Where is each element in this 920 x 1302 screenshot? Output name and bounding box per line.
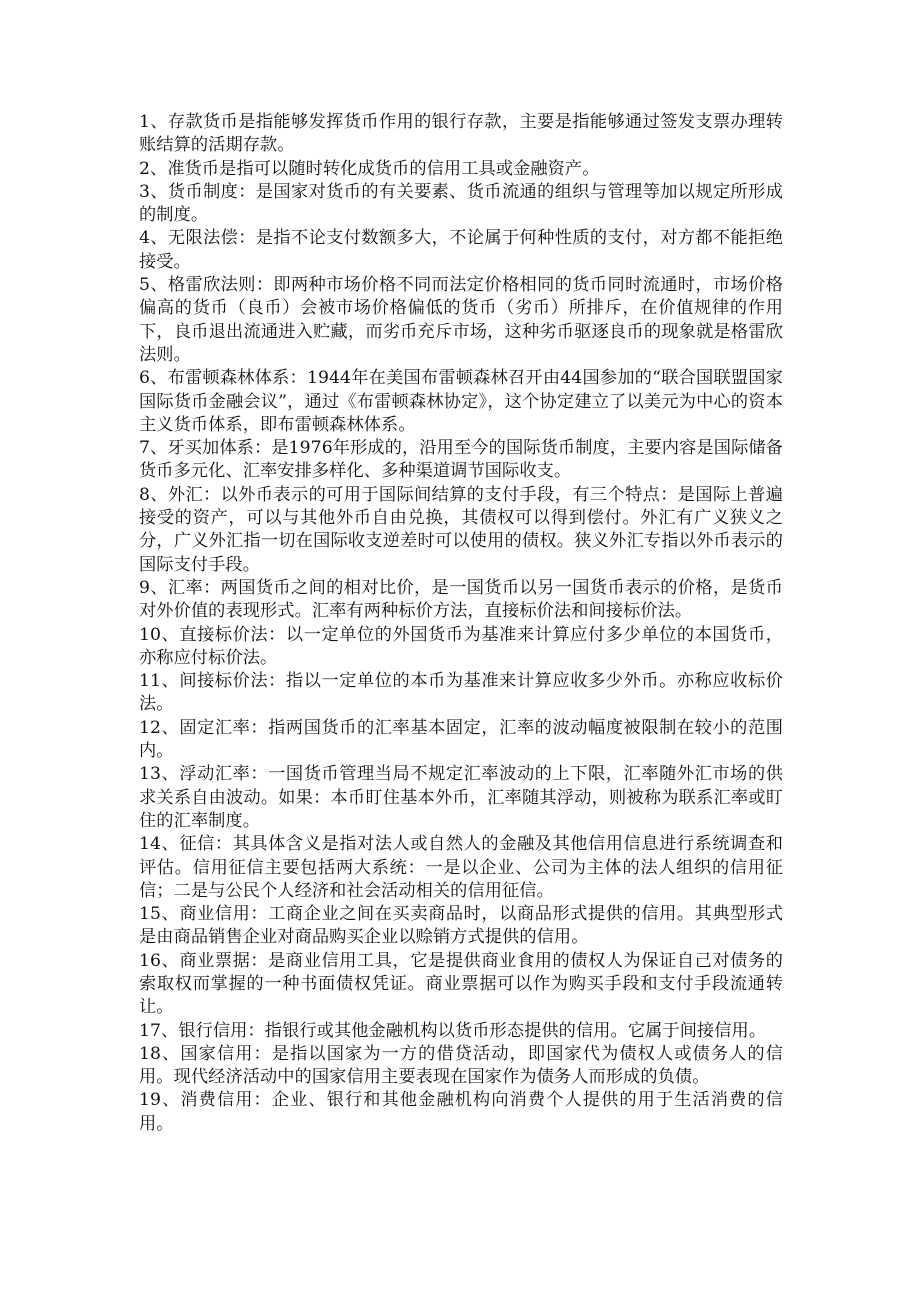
paragraph-5: 5、格雷欣法则：即两种市场价格不同而法定价格相同的货币同时流通时，市场价格偏高的货币（良币）会被市场价格偏低的货币（劣币）所排斥，在价值规律的作用下，良币退出流通进入贮藏，而劣币充斥市场，这种劣币驱逐良币的现象就是格雷欣法则。 [139, 275, 783, 365]
paragraph-1: 1、存款货币是指能够发挥货币作用的银行存款，主要是指能够通过签发支票办理转账结算的活期存款。 [139, 112, 783, 156]
paragraph-12: 12、固定汇率：指两国货币的汇率基本固定，汇率的波动幅度被限制在较小的范围内。 [139, 717, 783, 762]
paragraph-9: 9、汇率：两国货币之间的相对比价，是一国货币以另一国货币表示的价格，是货币对外价值的表现形式。汇率有两种标价方法，直接标价法和间接标价法。 [139, 577, 783, 622]
paragraph-13: 13、浮动汇率：一国货币管理当局不规定汇率波动的上下限，汇率随外汇市场的供求关系自由波动。如果：本币盯住基本外币，汇率随其浮动，则被称为联系汇率或盯住的汇率制度。 [139, 764, 783, 831]
paragraph-15: 15、商业信用：工商企业之间在买卖商品时，以商品形式提供的信用。其典型形式是由商品销售企业对商品购买企业以赊销方式提供的信用。 [139, 904, 783, 948]
paragraph-17: 17、银行信用：指银行或其他金融机构以货币形态提供的信用。它属于间接信用。 [139, 1020, 767, 1041]
paragraph-10: 10、直接标价法：以一定单位的外国货币为基准来计算应付多少单位的本国货币，亦称应付标价法。 [139, 624, 783, 668]
paragraph-19: 19、消费信用：企业、银行和其他金融机构向消费个人提供的用于生活消费的信用。 [139, 1090, 783, 1134]
paragraph-11: 11、间接标价法：指以一定单位的本币为基准来计算应收多少外币。亦称应收标价法。 [139, 671, 783, 715]
paragraph-16: 16、商业票据：是商业信用工具，它是提供商业食用的债权人为保证自己对债务的索取权而掌握的一种书面债权凭证。商业票据可以作为购买手段和支付手段流通转让。 [139, 950, 783, 1018]
paragraph-2: 2、准货币是指可以随时转化成货币的信用工具或金融资产。 [139, 158, 600, 179]
paragraph-8: 8、外汇：以外币表示的可用于国际间结算的支付手段，有三个特点：是国际上普遍接受的资产，可以与其他外币自由兑换，其债权可以得到偿付。外汇有广义狭义之分，广义外汇指一切在国际收支逆差时可以使用的债权。狭义外汇专指以外币表示的国际支付手段。 [139, 484, 783, 575]
paragraph-6: 6、布雷顿森林体系：1944年在美国布雷顿森林召开由44国参加的“联合国联盟国家国际货币金融会议”，通过《布雷顿森林协定》，这个协定建立了以美元为中心的资本主义货币体系，即布雷顿森林体系。 [139, 368, 783, 435]
paragraph-14: 14、征信：其具体含义是指对法人或自然人的金融及其他信用信息进行系统调查和评估。信用征信主要包括两大系统：一是以企业、公司为主体的法人组织的信用征信；二是与公民个人经济和社会活动相关的信用征信。 [139, 834, 783, 901]
paragraph-18: 18、国家信用：是指以国家为一方的借贷活动，即国家代为债权人或债务人的信用。现代经济活动中的国家信用主要表现在国家作为债务人而形成的负债。 [139, 1043, 783, 1088]
paragraph-7: 7、牙买加体系：是1976年形成的，沿用至今的国际货币制度，主要内容是国际储备货币多元化、汇率安排多样化、多种渠道调节国际收支。 [139, 438, 783, 482]
paragraph-4: 4、无限法偿：是指不论支付数额多大，不论属于何种性质的支付，对方都不能拒绝接受。 [139, 228, 783, 272]
document-body [139, 111, 783, 1136]
paragraph-3: 3、货币制度：是国家对货币的有关要素、货币流通的组织与管理等加以规定所形成的制度。 [139, 181, 783, 226]
